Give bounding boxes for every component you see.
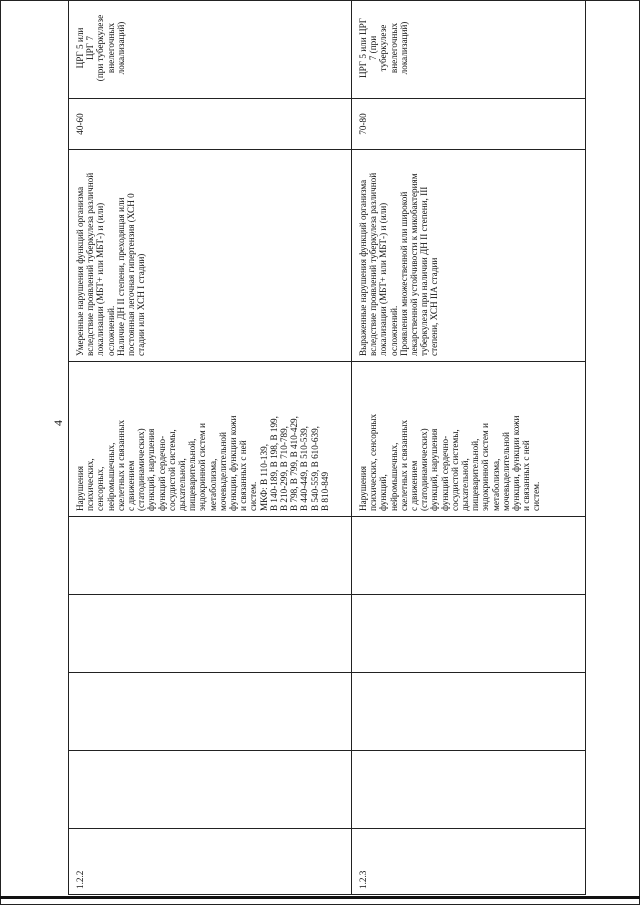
description-cell: Выраженные нарушения функций организма вследствие проявлений туберкулеза различной локализации (МБТ+ или МБТ-) и (или) осложнений. Проявления множественной или широкой лекарственной устойчивости к микобактериям туберкулеза при наличии ДН II степени, III степени, ХСН IIA стадии — [352, 150, 586, 362]
empty-cell — [352, 517, 586, 595]
empty-cell — [352, 673, 586, 751]
percent-cell — [352, 99, 586, 150]
page-number: 4 — [51, 420, 65, 426]
empty-cell — [352, 751, 586, 829]
empty-cell — [69, 751, 352, 829]
percent-cell — [69, 99, 352, 150]
percent-value: 40-60 — [75, 113, 85, 135]
criteria-table — [68, 0, 586, 895]
description-cell: Умеренные нарушения функций организма вследствие проявлений туберкулеза различной локализации (МБТ+ или МБТ-) и (или) осложнений. Наличие ДН II степени, преходящая или постоянная легочная гипертензия (ХСН 0 стадии или ХСН I стадии) — [69, 150, 352, 362]
empty-cell — [352, 595, 586, 673]
row-code: 1.2.3 — [358, 870, 368, 889]
table-row — [69, 0, 352, 895]
recommendation-cell: ЦРГ 5 или ЦРГ 7 (при туберкулезе внелегочных локализаций) — [69, 0, 352, 99]
percent-value: 70-80 — [358, 113, 368, 135]
row-code-cell — [69, 829, 352, 895]
row-code: 1.2.2 — [75, 870, 85, 889]
empty-cell — [69, 517, 352, 595]
table-row — [352, 0, 586, 895]
empty-cell — [69, 673, 352, 751]
rotated-table-sheet — [68, 14, 585, 895]
row-code-cell — [352, 829, 586, 895]
recommendation-cell: ЦРГ 5 или ЦРГ 7 (при туберкулезе внелегочных локализаций) — [352, 0, 586, 99]
functions-cell: Нарушения психических, сенсорных функций, нейромышечных, скелетных и связанных с движением (статодинамических) функций, нарушения функций сердечно- сосудистой системы, дыхательной, пищеварительной, эндокринной систем и метаболизма, мочевыделительной функции, функции кожи и связанных с ней систем. — [352, 362, 586, 517]
scan-bottom-edge — [0, 896, 640, 899]
functions-cell: Нарушения психических, сенсорных, нейромышечных, скелетных и связанных с движением (статодинамических) функций, нарушения функций сердечно- сосудистой системы, дыхательной, пищеварительной, эндокринной систем и метаболизма, мочевыделительной функции, функции кожи и связанных с ней систем. МКФ: B 110-139, B 140-189, B 198, B 199, B 210-299, B 710-789, B 798, B 799, B 410-429, B 440-449, B 510-539, B 540-559, B 610-639, B 810-849 — [69, 362, 352, 517]
empty-cell — [69, 595, 352, 673]
